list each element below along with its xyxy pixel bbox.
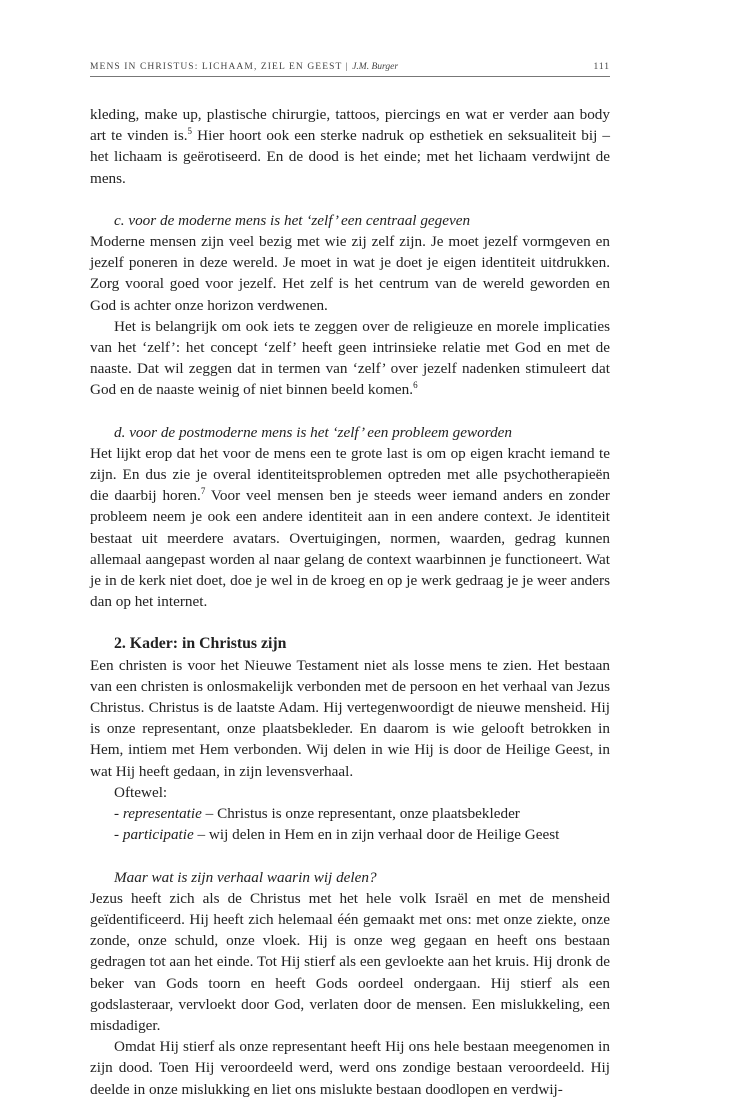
paragraph-4-text-b: Voor veel mensen ben je steeds weer iemand anders en zonder probleem neem je ook een andere identiteit aan in een andere context. Je identiteit bestaat uit meerdere avatars. Overtuigingen, normen, waarden, gedrag kunnen allemaal aangepast worden al naar gelang de context waarbinnen je functioneert. Wat je in de kerk niet doet, doe je wel in de kroeg en op je werk gedraag je je weer anders dan op het internet.	[90, 487, 610, 611]
body-text	[90, 104, 610, 1100]
paragraph-2: Moderne mensen zijn veel bezig met wie zij zelf zijn. Je moet jezelf vormgeven en jezelf poneren in deze wereld. Je moet in wat je doet je eigen identiteit uitdrukken. Zorg vooral goed voor jezelf. Het zelf is het centrum van de wereld geworden en God is achter onze horizon verdwenen.	[90, 233, 610, 314]
list-item-term: - participatie	[114, 826, 194, 844]
list-item-text: – Christus is onze representant, onze plaatsbekleder	[201, 805, 520, 823]
paragraph-1	[90, 104, 610, 189]
footnote-ref-7[interactable]: 7	[200, 486, 206, 497]
list-item-term: - representatie	[114, 805, 202, 823]
running-head-separator: |	[345, 62, 349, 72]
footnote-ref-6[interactable]: 6	[413, 380, 418, 391]
paragraph-4-text-a: Het lijkt erop dat het voor de mens een te grote last is om op eigen kracht iemand te zijn. En dus zie je overal identiteitsproblemen optreden met alle psychotherapieën die daarbij horen.	[90, 444, 610, 505]
running-head-title: MENS IN CHRISTUS: LICHAAM, ZIEL EN GEEST	[90, 62, 343, 72]
list-item	[90, 824, 610, 845]
list-item	[90, 803, 610, 824]
running-head-author: J.M. Burger	[352, 62, 399, 72]
section-heading: 2. Kader: in Christus zijn	[114, 635, 287, 653]
paragraph-4	[90, 443, 610, 613]
subheading-c: c. voor de moderne mens is het ‘zelf’ een centraal gegeven	[114, 211, 471, 229]
paragraph-3-text: Het is belangrijk om ook iets te zeggen over de religieuze en morele implicaties van het ‘zelf’: het concept ‘zelf’ heeft geen intrinsieke relatie met God en met de naaste. Dat wil zeggen dat in termen van ‘zelf’ over jezelf nadenken stimuleert dat God en de naaste weinig of niet binnen beeld komen.	[90, 317, 610, 399]
paragraph-3	[90, 316, 610, 401]
running-head	[90, 62, 610, 77]
paragraph-7: Omdat Hij stierf als onze representant heeft Hij ons hele bestaan meegenomen in zijn dood. Toen Hij veroordeeld werd, werd ons zondige bestaan veroordeeld. Hij deelde in onze mislukking en liet ons mislukte bestaan doodlopen en verdwij-	[90, 1038, 610, 1098]
page-number: 111	[593, 62, 610, 72]
paragraph-6: Jezus heeft zich als de Christus met het hele volk Israël en met de mensheid geïdentificeerd. Hij heeft zich helemaal één gemaakt met ons: met onze ziekte, onze zonde, onze schuld, onze vloek. Hij is onze weg gegaan en heeft ons bestaan gedragen tot aan het einde. Tot Hij stierf als een gevloekte aan het kruis. Hij dronk de beker van Gods toorn en heeft Gods oordeel ondergaan. Hij stierf als een godslasteraar, vervloekt door God, verlaten door de mensen. Een mislukkeling, een misdadiger.	[90, 889, 610, 1034]
subheading-d: d. voor de postmoderne mens is het ‘zelf’ een probleem geworden	[114, 423, 513, 441]
paragraph-1-text-a: kleding, make up, plastische chirurgie, tattoos, piercings en wat er verder aan body art te vinden is.	[90, 106, 610, 145]
paragraph-1-text-b: Hier hoort ook een sterke nadruk op esthetiek en seksualiteit bij – het lichaam is geërotiseerd. En de dood is het einde; met het lichaam verdwijnt de mens.	[90, 127, 611, 187]
list-item-text: – wij delen in Hem en in zijn verhaal door de Heilige Geest	[193, 826, 560, 844]
subheading-question: Maar wat is zijn verhaal waarin wij delen?	[114, 868, 377, 886]
footnote-ref-5[interactable]: 5	[187, 126, 193, 137]
oftewel-line: Oftewel:	[114, 783, 168, 801]
paragraph-5: Een christen is voor het Nieuwe Testament niet als losse mens te zien. Het bestaan van een christen is onlosmakelijk verbonden met de persoon en het verhaal van Jezus Christus. Christus is de laatste Adam. Hij vertegenwoordigt de nieuwe mensheid. Hij is onze representant, onze plaatsbekleder. En daarom is wie gelooft betrokken in Hem, intiem met Hem verbonden. Wij delen in wie Hij is door de Heilige Geest, in wat Hij heeft gedaan, in zijn levensverhaal.	[90, 656, 610, 780]
